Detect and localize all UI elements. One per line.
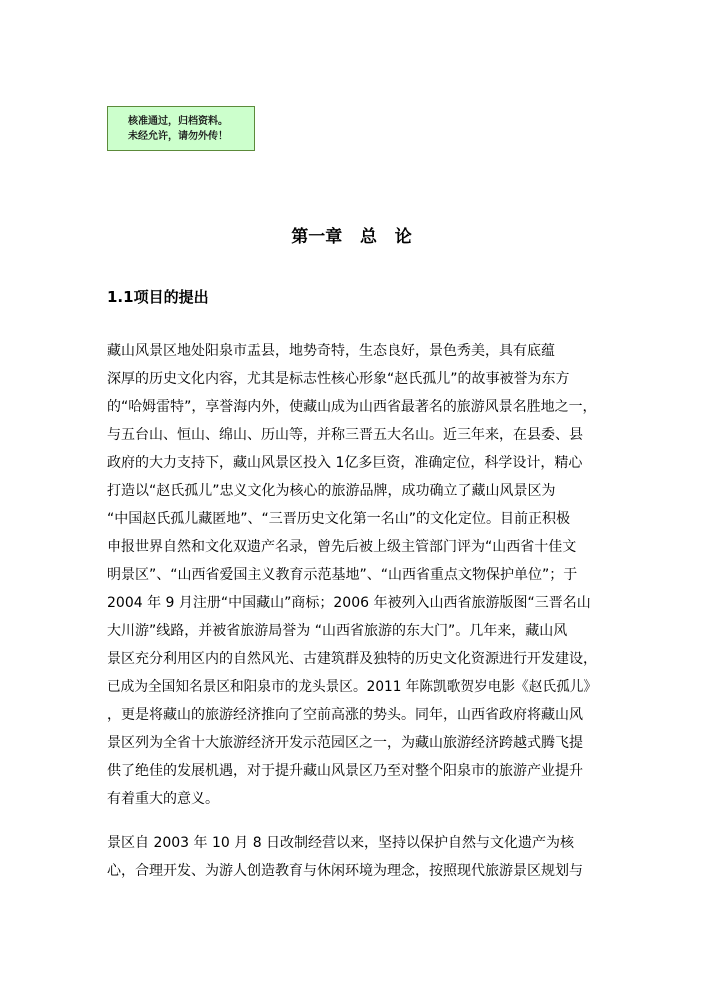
body-line: 的“哈姆雷特”，享誉海内外，使藏山成为山西省最著名的旅游风景名胜地之一， [107,399,597,415]
notice-line-1: 核准通过，归档资料。 [128,116,228,127]
body-line: 景区充分利用区内的自然风光、古建筑群及独特的历史文化资源进行开发建设， [107,651,597,667]
body-line: 明景区”、“山西省爱国主义教育示范基地”、“山西省重点文物保护单位”；于 [107,567,578,583]
body-line: 2004 年 9 月注册“中国藏山”商标；2006 年被列入山西省旅游版图“三晋名山 [107,595,591,611]
body-line: 供了绝佳的发展机遇，对于提升藏山风景区乃至对整个阳泉市的旅游产业提升 [107,763,583,779]
body-line: 藏山风景区地处阳泉市盂县，地势奇特，生态良好，景色秀美，具有底蕴 [107,343,555,359]
body-line: 景区列为全省十大旅游经济开发示范园区之一，为藏山旅游经济跨越式腾飞提 [107,735,583,751]
body-line: 心，合理开发、为游人创造教育与休闲环境为理念，按照现代旅游景区规划与 [107,863,583,879]
body-line: “中国赵氏孤儿藏匿地”、“三晋历史文化第一名山”的文化定位。目前正积极 [107,511,571,527]
body-line: 大川游”线路，并被省旅游局誉为 “山西省旅游的东大门”。几年来，藏山风 [107,623,568,639]
body-line: 与五台山、恒山、绵山、历山等，并称三晋五大名山。近三年来，在县委、县 [107,427,583,443]
body-line: 深厚的历史文化内容，尤其是标志性核心形象“赵氏孤儿”的故事被誉为东方 [107,371,570,387]
confidential-notice-box [107,106,255,151]
body-line: 有着重大的意义。 [107,791,219,807]
chapter-title: 第一章 总 论 [291,227,412,247]
notice-line-2: 未经允许，请勿外传！ [128,131,228,142]
body-line: ，更是将藏山的旅游经济推向了空前高涨的势头。同年，山西省政府将藏山风 [107,707,583,723]
body-line: 申报世界自然和文化双遗产名录，曾先后被上级主管部门评为“山西省十佳文 [107,539,577,555]
body-line: 景区自 2003 年 10 月 8 日改制经营以来，坚持以保护自然与文化遗产为核 [107,835,575,851]
body-line: 打造以“赵氏孤儿”忠义文化为核心的旅游品牌，成功确立了藏山风景区为 [107,483,556,499]
body-line: 已成为全国知名景区和阳泉市的龙头景区。2011 年陈凯歌贺岁电影《赵氏孤儿》 [107,679,598,695]
body-line: 政府的大力支持下，藏山风景区投入 1亿多巨资，准确定位，科学设计，精心 [107,455,583,471]
section-heading: 1.1项目的提出 [107,288,209,306]
